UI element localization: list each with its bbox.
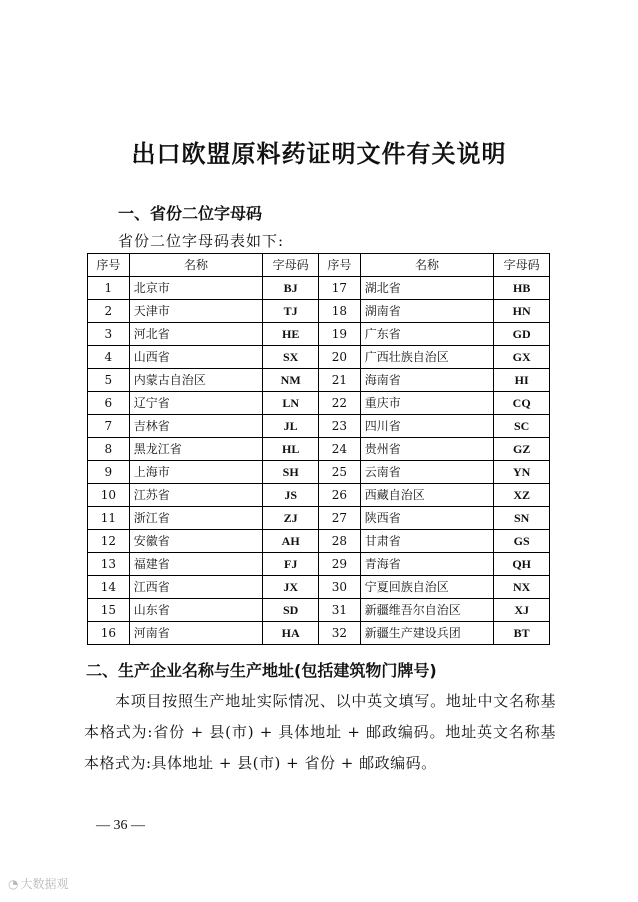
cell-name: 广东省 [360, 323, 494, 346]
cell-code: TJ [263, 300, 319, 323]
table-row [88, 323, 550, 346]
table-row [88, 461, 550, 484]
table-row [88, 507, 550, 530]
cell-index: 30 [318, 576, 360, 599]
cell-index: 19 [318, 323, 360, 346]
cell-code: JX [263, 576, 319, 599]
cell-index: 16 [88, 622, 130, 645]
cell-name: 河北省 [129, 323, 263, 346]
cell-index: 29 [318, 553, 360, 576]
cell-code: SC [494, 415, 550, 438]
cell-index: 22 [318, 392, 360, 415]
cell-code: GD [494, 323, 550, 346]
cell-code: SD [263, 599, 319, 622]
cell-name: 福建省 [129, 553, 263, 576]
cell-name: 广西壮族自治区 [360, 346, 494, 369]
table-row [88, 438, 550, 461]
cell-code: FJ [263, 553, 319, 576]
cell-name: 云南省 [360, 461, 494, 484]
cell-code: NX [494, 576, 550, 599]
cell-code: GX [494, 346, 550, 369]
cell-code: NM [263, 369, 319, 392]
cell-index: 15 [88, 599, 130, 622]
cell-code: HL [263, 438, 319, 461]
cell-code: BJ [263, 277, 319, 300]
cell-code: JL [263, 415, 319, 438]
cell-index: 17 [318, 277, 360, 300]
cell-name: 内蒙古自治区 [129, 369, 263, 392]
cell-code: HN [494, 300, 550, 323]
cell-index: 18 [318, 300, 360, 323]
section2-body: 本项目按照生产地址实际情况、以中英文填写。地址中文名称基本格式为:省份 + 县(市) + 具体地址 + 邮政编码。地址英文名称基本格式为:具体地址 + 县(市) + 省份 + 邮政编码。 [84, 692, 556, 772]
weibo-icon: ◔ [8, 877, 19, 891]
cell-name: 海南省 [360, 369, 494, 392]
document-title: 出口欧盟原料药证明文件有关说明 [131, 140, 507, 168]
cell-code: LN [263, 392, 319, 415]
cell-name: 河南省 [129, 622, 263, 645]
cell-name: 山东省 [129, 599, 263, 622]
section1-intro: 省份二位字母码表如下: [118, 232, 285, 250]
cell-name: 辽宁省 [129, 392, 263, 415]
section2-heading: 二、生产企业名称与生产地址(包括建筑物门牌号) [86, 661, 437, 680]
cell-index: 3 [88, 323, 130, 346]
watermark-text: 大数据观 [20, 877, 69, 891]
table-row [88, 553, 550, 576]
cell-code: XZ [494, 484, 550, 507]
cell-index: 26 [318, 484, 360, 507]
cell-index: 11 [88, 507, 130, 530]
table-row [88, 530, 550, 553]
cell-code: GZ [494, 438, 550, 461]
page-number: — 36 — [96, 818, 145, 833]
cell-index: 25 [318, 461, 360, 484]
cell-index: 5 [88, 369, 130, 392]
cell-name: 吉林省 [129, 415, 263, 438]
cell-name: 黑龙江省 [129, 438, 263, 461]
cell-index: 13 [88, 553, 130, 576]
cell-code: JS [263, 484, 319, 507]
header-code: 字母码 [494, 254, 550, 277]
header-name: 名称 [129, 254, 263, 277]
cell-index: 12 [88, 530, 130, 553]
cell-code: XJ [494, 599, 550, 622]
section1-heading: 一、省份二位字母码 [118, 204, 263, 223]
cell-name: 浙江省 [129, 507, 263, 530]
cell-name: 山西省 [129, 346, 263, 369]
cell-index: 21 [318, 369, 360, 392]
cell-name: 新疆维吾尔自治区 [360, 599, 494, 622]
cell-index: 7 [88, 415, 130, 438]
cell-index: 20 [318, 346, 360, 369]
cell-code: HE [263, 323, 319, 346]
cell-index: 10 [88, 484, 130, 507]
watermark [8, 875, 69, 892]
cell-index: 28 [318, 530, 360, 553]
cell-name: 北京市 [129, 277, 263, 300]
table-row [88, 300, 550, 323]
cell-name: 安徽省 [129, 530, 263, 553]
table-row [88, 576, 550, 599]
cell-code: HI [494, 369, 550, 392]
cell-code: AH [263, 530, 319, 553]
cell-code: HB [494, 277, 550, 300]
cell-code: YN [494, 461, 550, 484]
cell-index: 1 [88, 277, 130, 300]
table-row [88, 346, 550, 369]
cell-name: 贵州省 [360, 438, 494, 461]
cell-code: CQ [494, 392, 550, 415]
cell-index: 4 [88, 346, 130, 369]
cell-name: 湖北省 [360, 277, 494, 300]
header-index: 序号 [318, 254, 360, 277]
cell-name: 四川省 [360, 415, 494, 438]
cell-name: 天津市 [129, 300, 263, 323]
cell-index: 9 [88, 461, 130, 484]
province-code-table [87, 253, 550, 645]
cell-name: 新疆生产建设兵团 [360, 622, 494, 645]
header-code: 字母码 [263, 254, 319, 277]
cell-index: 31 [318, 599, 360, 622]
cell-name: 甘肃省 [360, 530, 494, 553]
cell-code: SX [263, 346, 319, 369]
table-row [88, 415, 550, 438]
cell-name: 西藏自治区 [360, 484, 494, 507]
table-row [88, 484, 550, 507]
cell-name: 青海省 [360, 553, 494, 576]
cell-name: 上海市 [129, 461, 263, 484]
header-index: 序号 [88, 254, 130, 277]
cell-name: 宁夏回族自治区 [360, 576, 494, 599]
cell-index: 2 [88, 300, 130, 323]
cell-index: 6 [88, 392, 130, 415]
cell-code: HA [263, 622, 319, 645]
cell-code: GS [494, 530, 550, 553]
cell-index: 27 [318, 507, 360, 530]
table-header-row [88, 254, 550, 277]
cell-code: SH [263, 461, 319, 484]
cell-code: BT [494, 622, 550, 645]
table-row [88, 369, 550, 392]
cell-code: ZJ [263, 507, 319, 530]
cell-index: 24 [318, 438, 360, 461]
table-row [88, 392, 550, 415]
cell-name: 重庆市 [360, 392, 494, 415]
cell-index: 14 [88, 576, 130, 599]
cell-index: 32 [318, 622, 360, 645]
cell-name: 江苏省 [129, 484, 263, 507]
header-name: 名称 [360, 254, 494, 277]
cell-name: 陕西省 [360, 507, 494, 530]
cell-code: SN [494, 507, 550, 530]
table-row [88, 622, 550, 645]
cell-name: 湖南省 [360, 300, 494, 323]
cell-index: 23 [318, 415, 360, 438]
cell-code: QH [494, 553, 550, 576]
table-row [88, 599, 550, 622]
cell-index: 8 [88, 438, 130, 461]
cell-name: 江西省 [129, 576, 263, 599]
table-row [88, 277, 550, 300]
